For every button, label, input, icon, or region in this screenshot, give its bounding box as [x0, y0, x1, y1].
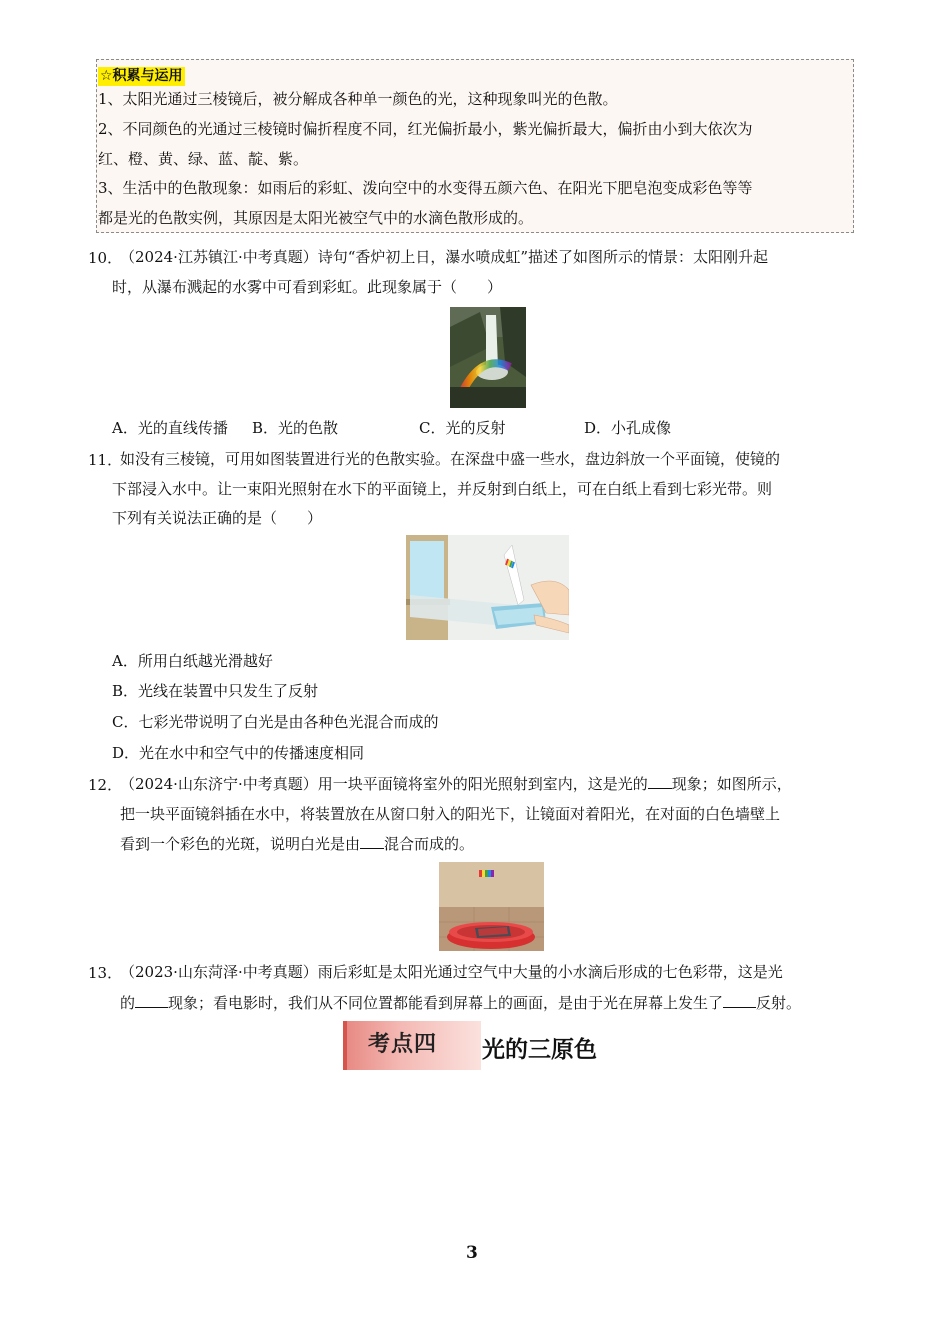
section-tag: 考点四	[368, 1032, 438, 1057]
q12-line-1-text-b: 现象；如图所示，	[671, 775, 792, 793]
page-number: 3	[466, 1243, 478, 1263]
summary-line-5: 都是光的色散实例，其原因是太阳光被空气中的水滴色散形成的。	[98, 209, 534, 227]
q13-line-2	[120, 993, 801, 1013]
q11-option-a: A．所用白纸越光滑越好	[112, 652, 273, 670]
summary-line-4: 3、生活中的色散现象：如雨后的彩虹、泼向空中的水变得五颜六色、在阳光下肥皂泡变成彩色等等	[98, 179, 753, 197]
q13-line-1: （2023·山东菏泽·中考真题）雨后彩虹是太阳光通过空气中大量的小水滴后形成的七色彩带，这是光	[120, 963, 783, 981]
summary-box	[96, 59, 854, 233]
q12-blank-2[interactable]	[360, 834, 384, 849]
q10-option-b: B．光的色散	[252, 419, 339, 437]
q12-line-2: 把一块平面镜斜插在水中，将装置放在从窗口射入的阳光下，让镜面对着阳光，在对面的白色墙壁上	[120, 805, 781, 823]
q12-line-1	[120, 774, 792, 794]
summary-line-2: 2、不同颜色的光通过三棱镜时偏折程度不同，红光偏折最小，紫光偏折最大，偏折由小到大依次为	[98, 120, 753, 138]
q10-line-1: （2024·江苏镇江·中考真题）诗句“香炉初上日，瀑水喷成虹”描述了如图所示的情景：太阳刚升起	[120, 248, 769, 266]
q12-number: 12．	[88, 776, 123, 794]
prism-experiment-image	[406, 535, 569, 640]
q13-number: 13．	[88, 964, 123, 982]
q10-line-2: 时，从瀑布溅起的水雾中可看到彩虹。此现象属于（ ）	[112, 278, 503, 296]
q11-option-c: C．七彩光带说明了白光是由各种色光混合而成的	[112, 713, 439, 731]
q10-number: 10．	[88, 249, 123, 267]
q13-line-2-text-b: 现象；看电影时，我们从不同位置都能看到屏幕上的画面，是由于光在屏幕上发生了	[168, 994, 724, 1012]
q10-option-a: A．光的直线传播	[112, 419, 228, 437]
summary-line-3: 红、橙、黄、绿、蓝、靛、紫。	[98, 150, 309, 168]
q12-blank-1[interactable]	[648, 774, 672, 789]
q12-line-1-text-a: （2024·山东济宁·中考真题）用一块平面镜将室外的阳光照射到室内，这是光的	[120, 775, 648, 793]
q11-option-d: D．光在水中和空气中的传播速度相同	[112, 744, 365, 762]
q11-line-2: 下部浸入水中。让一束阳光照射在水下的平面镜上，并反射到白纸上，可在白纸上看到七彩光带。则	[112, 480, 773, 498]
mirror-basin-image	[439, 862, 544, 951]
q13-blank-2[interactable]	[723, 993, 756, 1008]
summary-line-1: 1、太阳光通过三棱镜后，被分解成各种单一颜色的光，这种现象叫光的色散。	[98, 90, 618, 108]
q13-blank-1[interactable]	[135, 993, 168, 1008]
q13-line-2-text-c: 反射。	[756, 994, 802, 1012]
q11-option-b: B．光线在装置中只发生了反射	[112, 682, 319, 700]
q13-line-2-text-a: 的	[120, 994, 136, 1012]
q11-line-3: 下列有关说法正确的是（ ）	[112, 509, 323, 527]
q12-line-3-text-a: 看到一个彩色的光斑，说明白光是由	[120, 835, 361, 853]
q10-option-d: D．小孔成像	[584, 419, 672, 437]
waterfall-rainbow-image	[450, 307, 526, 408]
q11-line-1: 如没有三棱镜，可用如图装置进行光的色散实验。在深盘中盛一些水，盘边斜放一个平面镜，使镜的	[120, 450, 781, 468]
section-title: 光的三原色	[482, 1037, 597, 1063]
q11-number: 11．	[88, 451, 123, 469]
q12-line-3-text-b: 混合而成的。	[384, 835, 475, 853]
q12-line-3	[120, 834, 474, 854]
q10-option-c: C．光的反射	[419, 419, 506, 437]
summary-title: ☆积累与运用	[100, 68, 183, 84]
